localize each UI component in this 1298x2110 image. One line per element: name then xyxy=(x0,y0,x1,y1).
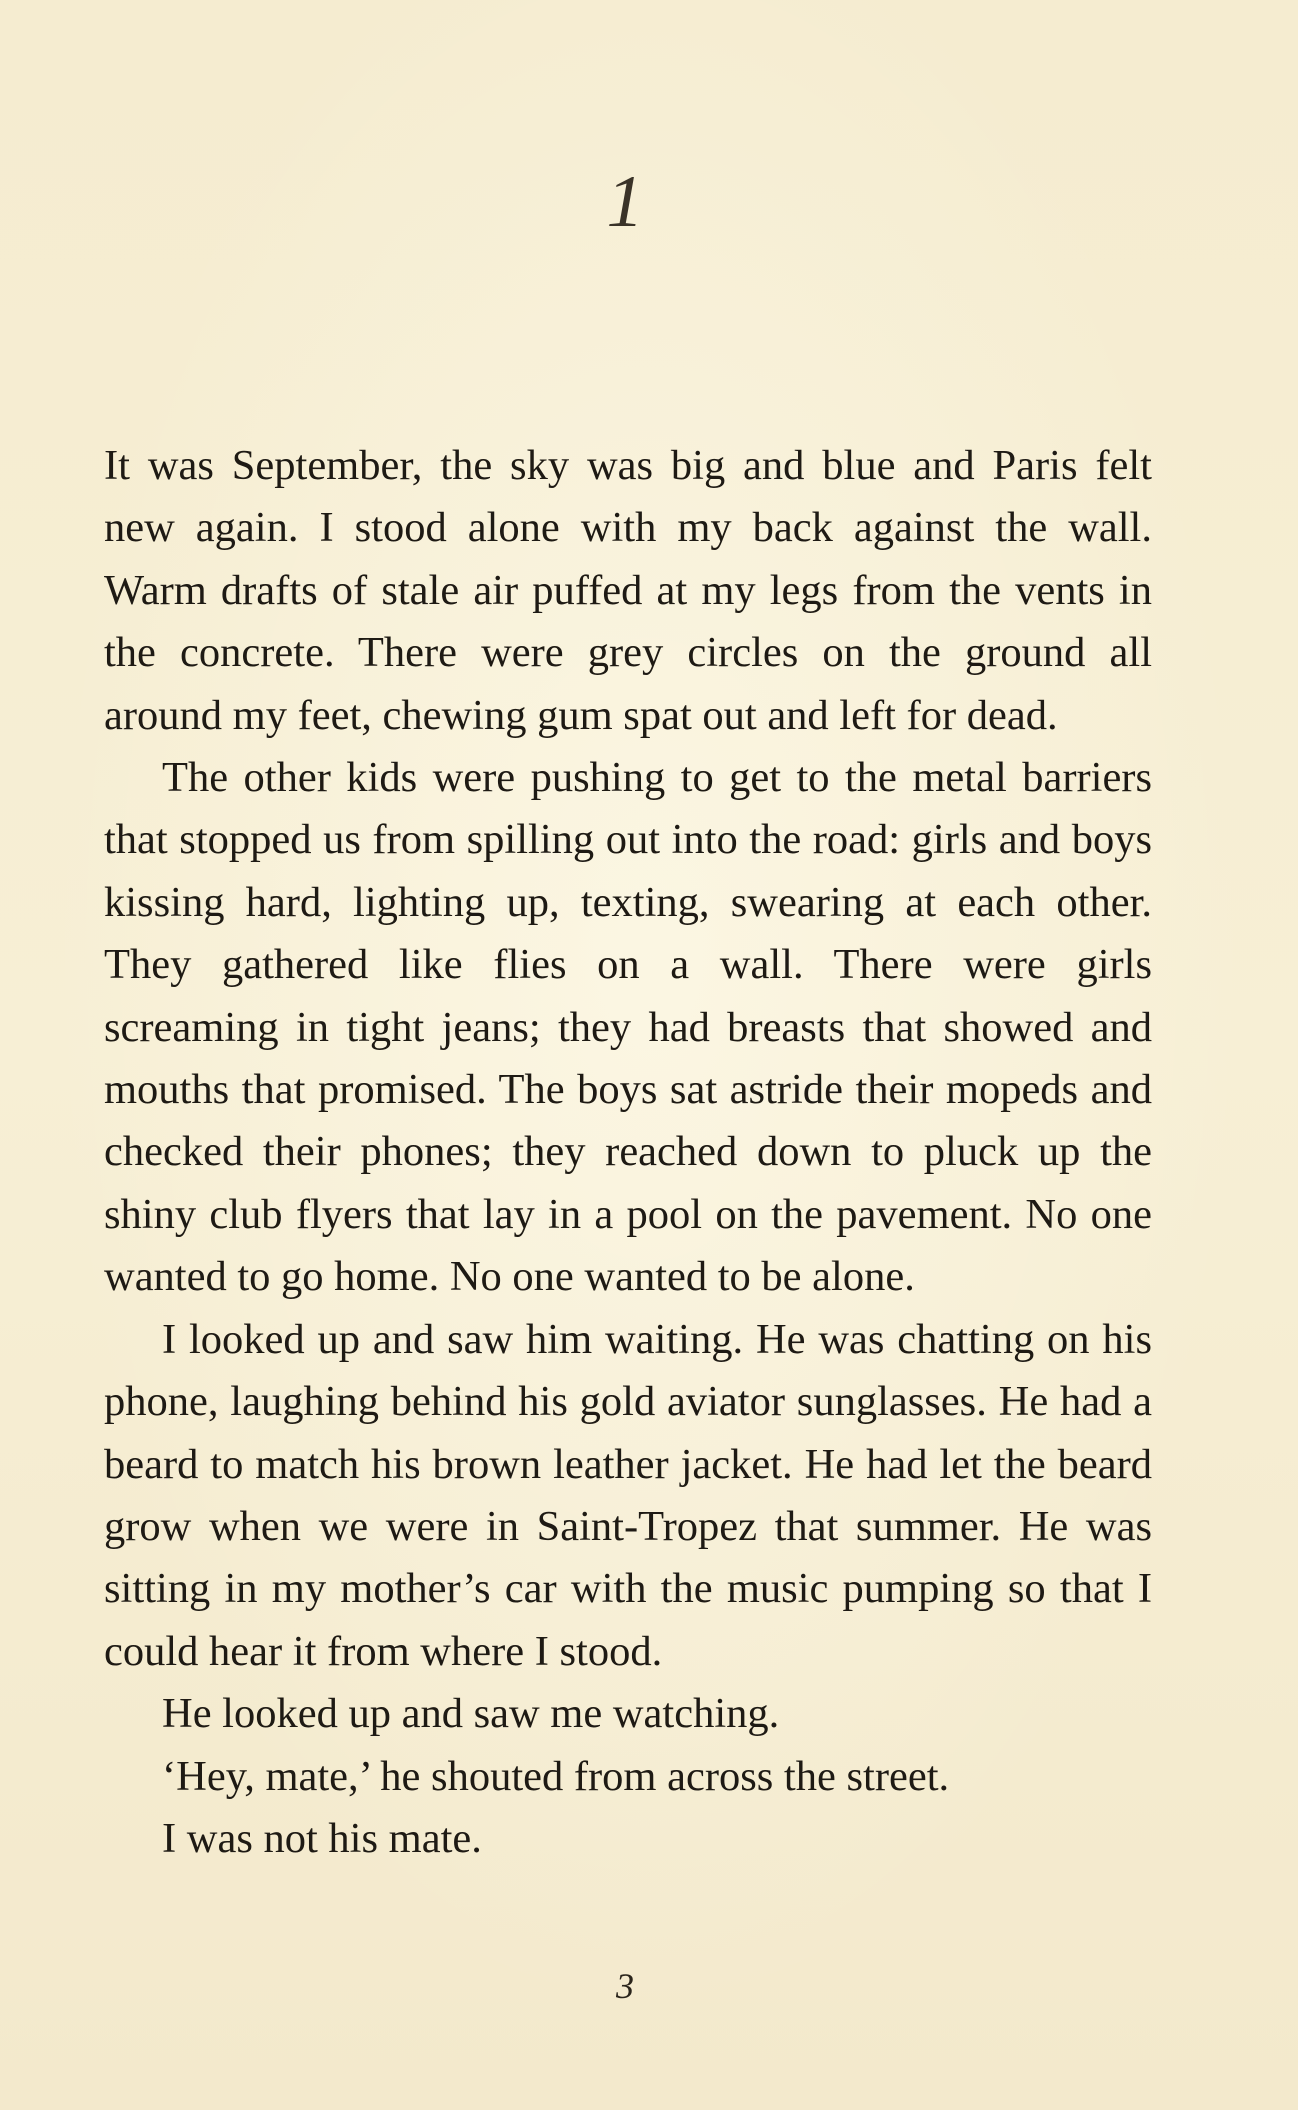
paragraph-1: It was September, the sky was big and blue and Paris felt new again. I stood alone with my back against the wall. Warm drafts of stale air puffed at my legs from the vents in the concrete. There were grey circles on the ground all around my feet, chewing gum spat out and left for dead. xyxy=(104,442,1152,739)
body-text xyxy=(104,435,1152,1870)
paragraph-2: The other kids were pushing to get to the metal barriers that stopped us from spilling out into the road: girls and boys kissing hard, lighting up, texting, swearing at each other. They gathered like flies on a wall. There were girls screaming in tight jeans; they had breasts that showed and mouths that promised. The boys sat astride their mopeds and checked their phones; they reached down to pluck up the shiny club flyers that lay in a pool on the pavement. No one wanted to go home. No one wanted to be alone. xyxy=(104,754,1152,1301)
paragraph-5: ‘Hey, mate,’ he shouted from across the street. xyxy=(162,1752,950,1800)
paragraph-6: I was not his mate. xyxy=(162,1814,482,1862)
page-number: 3 xyxy=(616,1966,634,2006)
paragraph-3: I looked up and saw him waiting. He was chatting on his phone, laughing behind his gold aviator sunglasses. He had a beard to match his brown leather jacket. He had let the beard grow when we were in Saint-Tropez that summer. He was sitting in my mother’s car with the music pumping so that I could hear it from where I stood. xyxy=(104,1315,1152,1675)
paragraph-4: He looked up and saw me watching. xyxy=(162,1690,780,1738)
chapter-number: 1 xyxy=(606,161,644,243)
